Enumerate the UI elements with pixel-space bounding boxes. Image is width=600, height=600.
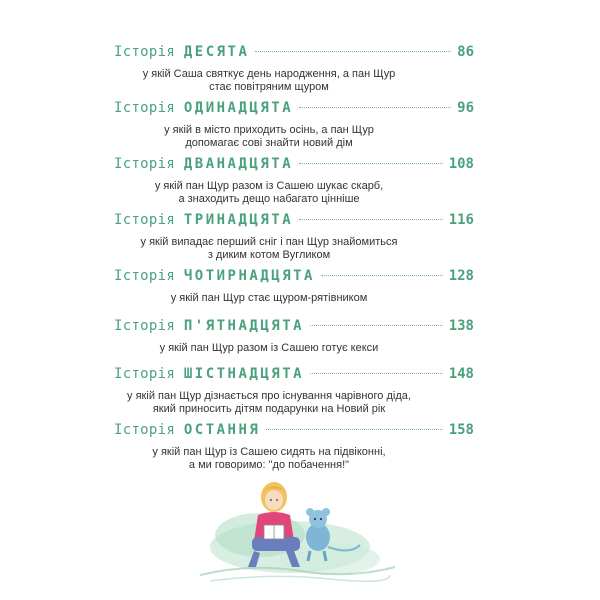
chapter-title: Історія ОСТАННЯ bbox=[114, 422, 261, 438]
dotted-leader bbox=[321, 275, 443, 276]
page-number: 158 bbox=[448, 422, 474, 438]
toc-entry[interactable] bbox=[114, 366, 474, 416]
chapter-description: у якій Саша святкує день народження, а пан Щур стає повітряним щуром bbox=[142, 68, 396, 93]
page-number: 86 bbox=[457, 44, 474, 60]
chapter-description: у якій в місто приходить осінь, а пан Щур допомагає сові знайти новий дім bbox=[164, 124, 374, 149]
chapter-title: Історія ЧОТИРНАДЦЯТА bbox=[114, 268, 315, 284]
page-number: 116 bbox=[448, 212, 474, 228]
dotted-leader bbox=[299, 219, 443, 220]
dotted-leader bbox=[310, 373, 443, 374]
toc-entry[interactable] bbox=[114, 212, 474, 262]
page-number: 128 bbox=[448, 268, 474, 284]
chapter-description: у якій пан Щур дізнається про існування чарівного діда, який приносить дітям подарунки на Новий рік bbox=[127, 390, 411, 415]
chapter-title: Історія ОДИНАДЦЯТА bbox=[114, 100, 294, 116]
page-number: 138 bbox=[448, 318, 474, 334]
chapter-description: у якій пан Щур із Сашею сидять на підвіконні, а ми говоримо: "до побачення!" bbox=[152, 446, 386, 471]
chapter-title: Історія ДЕСЯТА bbox=[114, 44, 250, 60]
chapter-description: у якій пан Щур разом із Сашею шукає скарб, а знаходить дещо набагато цінніше bbox=[154, 180, 384, 205]
chapter-description: у якій випадає перший сніг і пан Щур знайомиться з диким котом Вугликом bbox=[140, 236, 398, 261]
page-number: 108 bbox=[448, 156, 474, 172]
chapter-description: у якій пан Щур разом із Сашею готує кекси bbox=[159, 342, 379, 354]
page-number: 148 bbox=[448, 366, 474, 382]
toc-entry[interactable] bbox=[114, 100, 474, 150]
dotted-leader bbox=[299, 163, 443, 164]
page-number: 96 bbox=[457, 100, 474, 116]
chapter-title: Історія ДВАНАДЦЯТА bbox=[114, 156, 294, 172]
toc-entry[interactable] bbox=[114, 268, 474, 305]
dotted-leader bbox=[310, 325, 443, 326]
toc-entry[interactable] bbox=[114, 156, 474, 206]
chapter-title: Історія ТРИНАДЦЯТА bbox=[114, 212, 294, 228]
girl-and-rat-illustration bbox=[190, 475, 400, 590]
dotted-leader bbox=[266, 429, 442, 430]
chapter-description: у якій пан Щур стає щуром-рятівником bbox=[170, 292, 368, 304]
toc-entry[interactable] bbox=[114, 318, 474, 355]
toc-entry[interactable] bbox=[114, 44, 474, 94]
chapter-title: Історія П'ЯТНАДЦЯТА bbox=[114, 318, 305, 334]
toc-entry[interactable] bbox=[114, 422, 474, 472]
chapter-title: Історія ШІСТНАДЦЯТА bbox=[114, 366, 305, 382]
dotted-leader bbox=[255, 51, 451, 52]
dotted-leader bbox=[299, 107, 451, 108]
